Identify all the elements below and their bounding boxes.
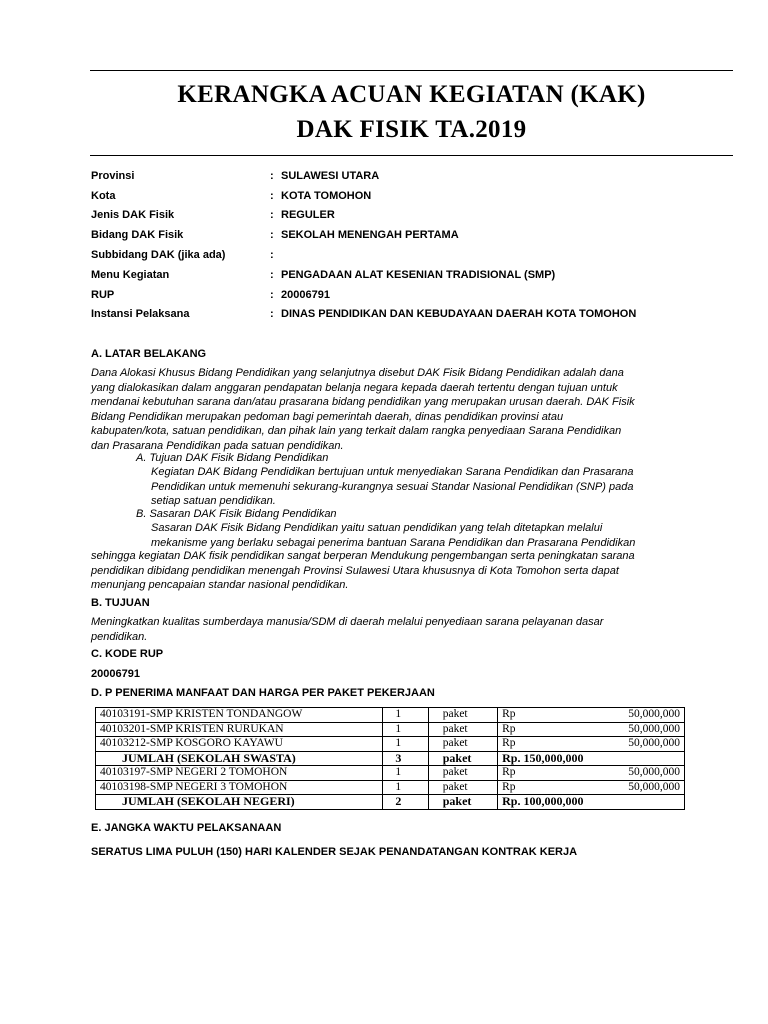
unit-cell: paket xyxy=(428,795,497,810)
currency-label: Rp xyxy=(502,780,516,793)
text-line: Kegiatan DAK Bidang Pendidikan bertujuan untuk menyediakan Sarana Pendidikan dan Prasarana xyxy=(151,466,634,478)
document-subtitle: DAK FISIK TA.2019 xyxy=(296,116,527,143)
table-row xyxy=(96,737,685,752)
quantity-cell: 1 xyxy=(383,780,428,795)
price-cell xyxy=(498,766,685,781)
title-bottom-rule xyxy=(90,155,733,156)
text-line: sehingga kegiatan DAK fisik pendidikan sangat berperan Mendukung pengembangan serta peningkatan sarana xyxy=(91,550,635,562)
info-value: PENGADAAN ALAT KESENIAN TRADISIONAL (SMP) xyxy=(281,268,556,281)
info-colon: : xyxy=(270,288,274,301)
price-cell xyxy=(498,708,685,723)
section-c-rup-value: 20006791 xyxy=(91,668,140,680)
text-line: Pendidikan untuk memenuhi sekurang-kurangnya sesuai Standar Nasional Pendidikan (SNP) pada xyxy=(151,480,634,493)
text-line: yang dialokasikan dalam anggaran pendapatan belanja negara kepada daerah tertentu dengan tujuan untuk xyxy=(91,381,618,394)
currency-label: Rp xyxy=(502,708,516,721)
info-label: Subbidang DAK (jika ada) xyxy=(91,249,226,262)
table-row xyxy=(96,766,685,781)
currency-label: Rp xyxy=(502,737,516,750)
text-line: Sasaran DAK Fisik Bidang Pendidikan yaitu satuan pendidikan yang telah ditetapkan melalui xyxy=(151,522,603,534)
info-label: RUP xyxy=(91,288,115,301)
section-e-heading: E. JANGKA WAKTU PELAKSANAAN xyxy=(91,822,282,834)
currency-label: Rp xyxy=(502,766,516,779)
sub-a-title: A. Tujuan DAK Fisik Bidang Pendidikan xyxy=(136,452,329,464)
info-row xyxy=(91,225,636,245)
info-label: Instansi Pelaksana xyxy=(91,308,190,321)
info-row xyxy=(91,305,636,325)
info-row xyxy=(91,285,636,305)
info-label: Kota xyxy=(91,189,116,202)
info-colon: : xyxy=(270,229,274,242)
table-row xyxy=(96,708,685,723)
school-name-cell: JUMLAH (SEKOLAH NEGERI) xyxy=(96,795,383,810)
info-label: Bidang DAK Fisik xyxy=(91,229,184,242)
amount-value: 50,000,000 xyxy=(628,780,680,793)
unit-cell: paket xyxy=(428,766,497,781)
school-name-cell: JUMLAH (SEKOLAH SWASTA) xyxy=(96,751,383,766)
text-line: Bidang Pendidikan merupakan pedoman bagi pemerintah daerah, dinas pendidikan provinsi atau xyxy=(91,410,564,423)
info-colon: : xyxy=(270,189,274,202)
currency-label: Rp xyxy=(502,722,516,735)
school-name-cell: 40103212-SMP KOSGORO KAYAWU xyxy=(96,737,383,752)
text-line: mendanai kebutuhan sarana dan/atau prasarana bidang pendidikan yang merupakan urusan daerah. DAK Fisik xyxy=(91,396,635,409)
unit-cell: paket xyxy=(428,722,497,737)
table-total-row xyxy=(96,751,685,766)
price-cell xyxy=(498,737,685,752)
quantity-cell: 1 xyxy=(383,766,428,781)
info-table xyxy=(91,166,636,324)
text-line: mekanisme yang berlaku sebagai penerima bantuan Sarana Pendidikan dan Prasarana Pendidikan xyxy=(151,536,636,549)
table-total-row xyxy=(96,795,685,810)
info-colon: : xyxy=(270,209,274,222)
price-cell xyxy=(498,780,685,795)
info-row xyxy=(91,245,636,265)
table-row xyxy=(96,780,685,795)
quantity-cell: 2 xyxy=(383,795,428,810)
info-colon: : xyxy=(270,249,274,262)
price-cell xyxy=(498,722,685,737)
text-line: Meningkatkan kualitas sumberdaya manusia/SDM di daerah melalui penyediaan sarana pelayanan dasar xyxy=(91,616,604,628)
section-d-heading: D. P PENERIMA MANFAAT DAN HARGA PER PAKET PEKERJAAN xyxy=(91,687,435,699)
info-value: 20006791 xyxy=(281,288,330,301)
text-line: pendidikan. xyxy=(91,630,148,643)
sub-b-title: B. Sasaran DAK Fisik Bidang Pendidikan xyxy=(136,508,337,520)
unit-cell: paket xyxy=(428,780,497,795)
sub-b-continuation xyxy=(91,549,635,593)
section-c-heading: C. KODE RUP xyxy=(91,648,164,660)
school-name-cell: 40103198-SMP NEGERI 3 TOMOHON xyxy=(96,780,383,795)
info-row xyxy=(91,186,636,206)
price-cell xyxy=(498,795,685,810)
document-title: KERANGKA ACUAN KEGIATAN (KAK) xyxy=(177,81,646,108)
quantity-cell: 1 xyxy=(383,708,428,723)
school-name-cell: 40103191-SMP KRISTEN TONDANGOW xyxy=(96,708,383,723)
quantity-cell: 1 xyxy=(383,737,428,752)
info-label: Menu Kegiatan xyxy=(91,268,170,281)
text-line: dan Prasarana Pendidikan pada satuan pendidikan. xyxy=(91,439,344,452)
sub-b-text xyxy=(151,521,635,550)
unit-cell: paket xyxy=(428,751,497,766)
school-name-cell: 40103197-SMP NEGERI 2 TOMOHON xyxy=(96,766,383,781)
info-value: SEKOLAH MENENGAH PERTAMA xyxy=(281,229,459,242)
info-value: REGULER xyxy=(281,209,335,222)
section-e-duration: SERATUS LIMA PULUH (150) HARI KALENDER SEJAK PENANDATANGAN KONTRAK KERJA xyxy=(91,846,578,858)
info-colon: : xyxy=(270,169,274,182)
text-line: setiap satuan pendidikan. xyxy=(151,495,276,508)
info-row xyxy=(91,265,636,285)
info-value: DINAS PENDIDIKAN DAN KEBUDAYAAN DAERAH KOTA TOMOHON xyxy=(281,308,637,321)
section-a-heading: A. LATAR BELAKANG xyxy=(91,348,207,360)
text-line: menunjang pencapaian standar nasional pendidikan. xyxy=(91,579,349,592)
unit-cell: paket xyxy=(428,737,497,752)
currency-label: Rp. 150,000,000 xyxy=(502,750,584,765)
amount-value: 50,000,000 xyxy=(628,737,680,750)
table-row xyxy=(96,722,685,737)
amount-value: 50,000,000 xyxy=(628,722,680,735)
currency-label: Rp. 100,000,000 xyxy=(502,794,584,809)
amount-value: 50,000,000 xyxy=(628,766,680,779)
text-line: kabupaten/kota, satuan pendidikan, dan pihak lain yang terkait dalam rangka penyediaan Sarana Pendidikan xyxy=(91,425,622,438)
text-line: Dana Alokasi Khusus Bidang Pendidikan yang selanjutnya disebut DAK Fisik Bidang Pendidikan adalah dana xyxy=(91,367,624,379)
info-colon: : xyxy=(270,268,274,281)
unit-cell: paket xyxy=(428,708,497,723)
section-a-intro xyxy=(91,366,635,454)
amount-value: 50,000,000 xyxy=(628,708,680,721)
quantity-cell: 3 xyxy=(383,751,428,766)
info-colon: : xyxy=(270,308,274,321)
section-b-heading: B. TUJUAN xyxy=(91,597,150,609)
price-cell xyxy=(498,751,685,766)
info-row xyxy=(91,206,636,226)
school-name-cell: 40103201-SMP KRISTEN RURUKAN xyxy=(96,722,383,737)
paket-table xyxy=(95,707,685,810)
section-b-text xyxy=(91,615,603,644)
info-row xyxy=(91,166,636,186)
sub-a-text xyxy=(151,465,634,509)
text-line: pendidikan dibidang pendidikan menengah Provinsi Sulawesi Utara khususnya di Kota Tomohon serta dapat xyxy=(91,564,619,577)
top-rule xyxy=(90,70,733,71)
info-label: Provinsi xyxy=(91,169,135,182)
info-value: KOTA TOMOHON xyxy=(281,189,372,202)
info-label: Jenis DAK Fisik xyxy=(91,209,175,222)
quantity-cell: 1 xyxy=(383,722,428,737)
info-value: SULAWESI UTARA xyxy=(281,169,380,182)
